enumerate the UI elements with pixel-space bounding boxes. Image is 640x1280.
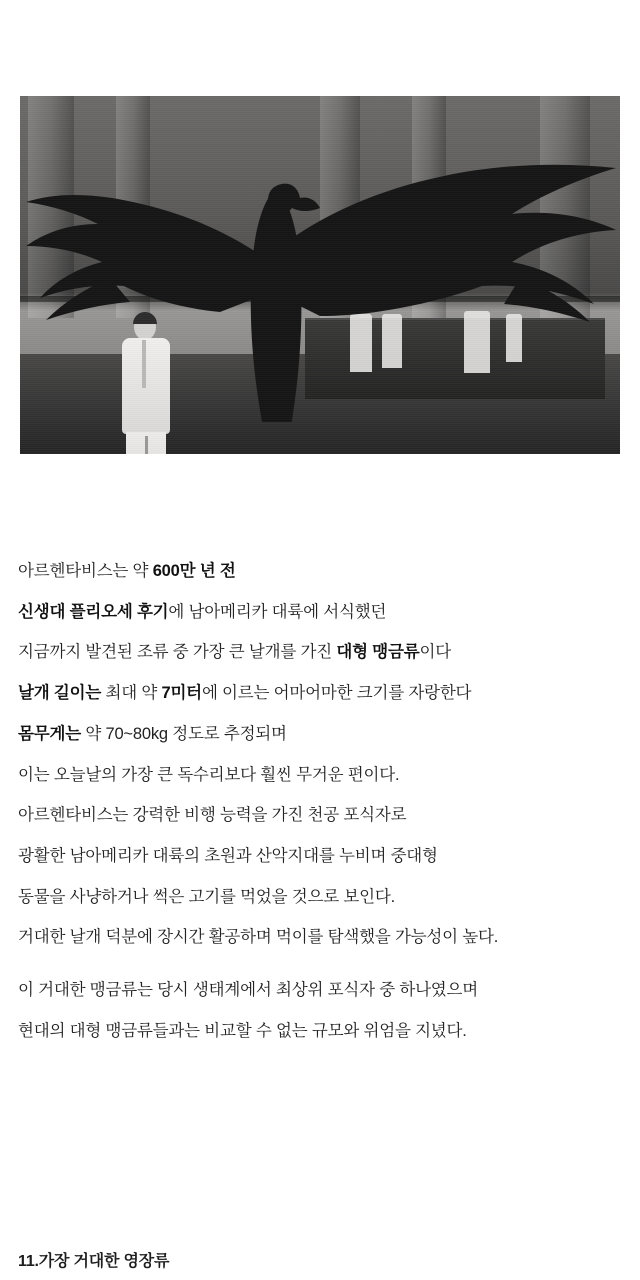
article-text: 현대의 대형 맹금류들과는 비교할 수 없는 규모와 위엄을 지녔다.: [18, 1021, 467, 1040]
article-line: [18, 639, 622, 666]
article-emphasis: 대형 맹금류: [336, 643, 420, 662]
article-text: 에 이르는 어마어마한 크기를 자랑한다: [201, 684, 472, 703]
photo-background: [20, 96, 620, 454]
article-emphasis: 7미터: [161, 684, 202, 703]
article-text: 광활한 남아메리카 대륙의 초원과 산악지대를 누비며 중대형: [18, 847, 438, 866]
man-in-white-suit: [116, 314, 178, 454]
article-text: 동물을 사냥하거나 썩은 고기를 먹었을 것으로 보인다.: [18, 887, 395, 906]
article-line: [18, 680, 622, 707]
article-line: [18, 762, 622, 789]
figure-jacket: [122, 338, 170, 434]
article-text: 지금까지 발견된 조류 중 가장 큰 날개를 가진: [18, 643, 337, 662]
article-body: [18, 558, 622, 1059]
argentavis-museum-photo: [20, 96, 620, 454]
article-line: [18, 558, 622, 585]
article-text: 아르헨타비스는 강력한 비행 능력을 가진 천공 포식자로: [18, 806, 407, 825]
article-emphasis: 신생대 플리오세 후기: [18, 602, 169, 621]
figure-lapel: [142, 340, 146, 388]
article-line: [18, 924, 622, 951]
article-emphasis: 몸무게는: [18, 724, 81, 743]
article-text: 이다: [419, 643, 451, 662]
figure-leg-gap: [145, 436, 148, 454]
article-line: [18, 884, 622, 911]
article-emphasis: 600만 년 전: [152, 562, 236, 580]
figure-hair: [133, 312, 157, 324]
article-text: 아르헨타비스는 약: [18, 562, 153, 580]
article-line: [18, 843, 622, 870]
article-line: [18, 1018, 622, 1045]
article-text: 에 남아메리카 대륙에 서식했던: [168, 602, 387, 621]
article-emphasis: 날개 길이는: [18, 684, 102, 703]
article-text: 이 거대한 맹금류는 당시 생태계에서 최상위 포식자 중 하나였으며: [18, 981, 479, 1000]
article-line: [18, 977, 622, 1004]
article-line: [18, 599, 622, 626]
article-text: 약 70~80kg 정도로 추정되며: [80, 724, 287, 743]
giant-bird-silhouette: [20, 102, 620, 422]
article-text: 이는 오늘날의 가장 큰 독수리보다 훨씬 무거운 편이다.: [18, 765, 400, 784]
article-line: [18, 721, 622, 748]
footer-caption: 11.가장 거대한 영장류: [18, 1253, 170, 1270]
article-text: 최대 약: [101, 684, 162, 703]
article-text: 거대한 날개 덕분에 장시간 활공하며 먹이를 탐색했을 가능성이 높다.: [18, 928, 499, 947]
article-line: [18, 802, 622, 829]
